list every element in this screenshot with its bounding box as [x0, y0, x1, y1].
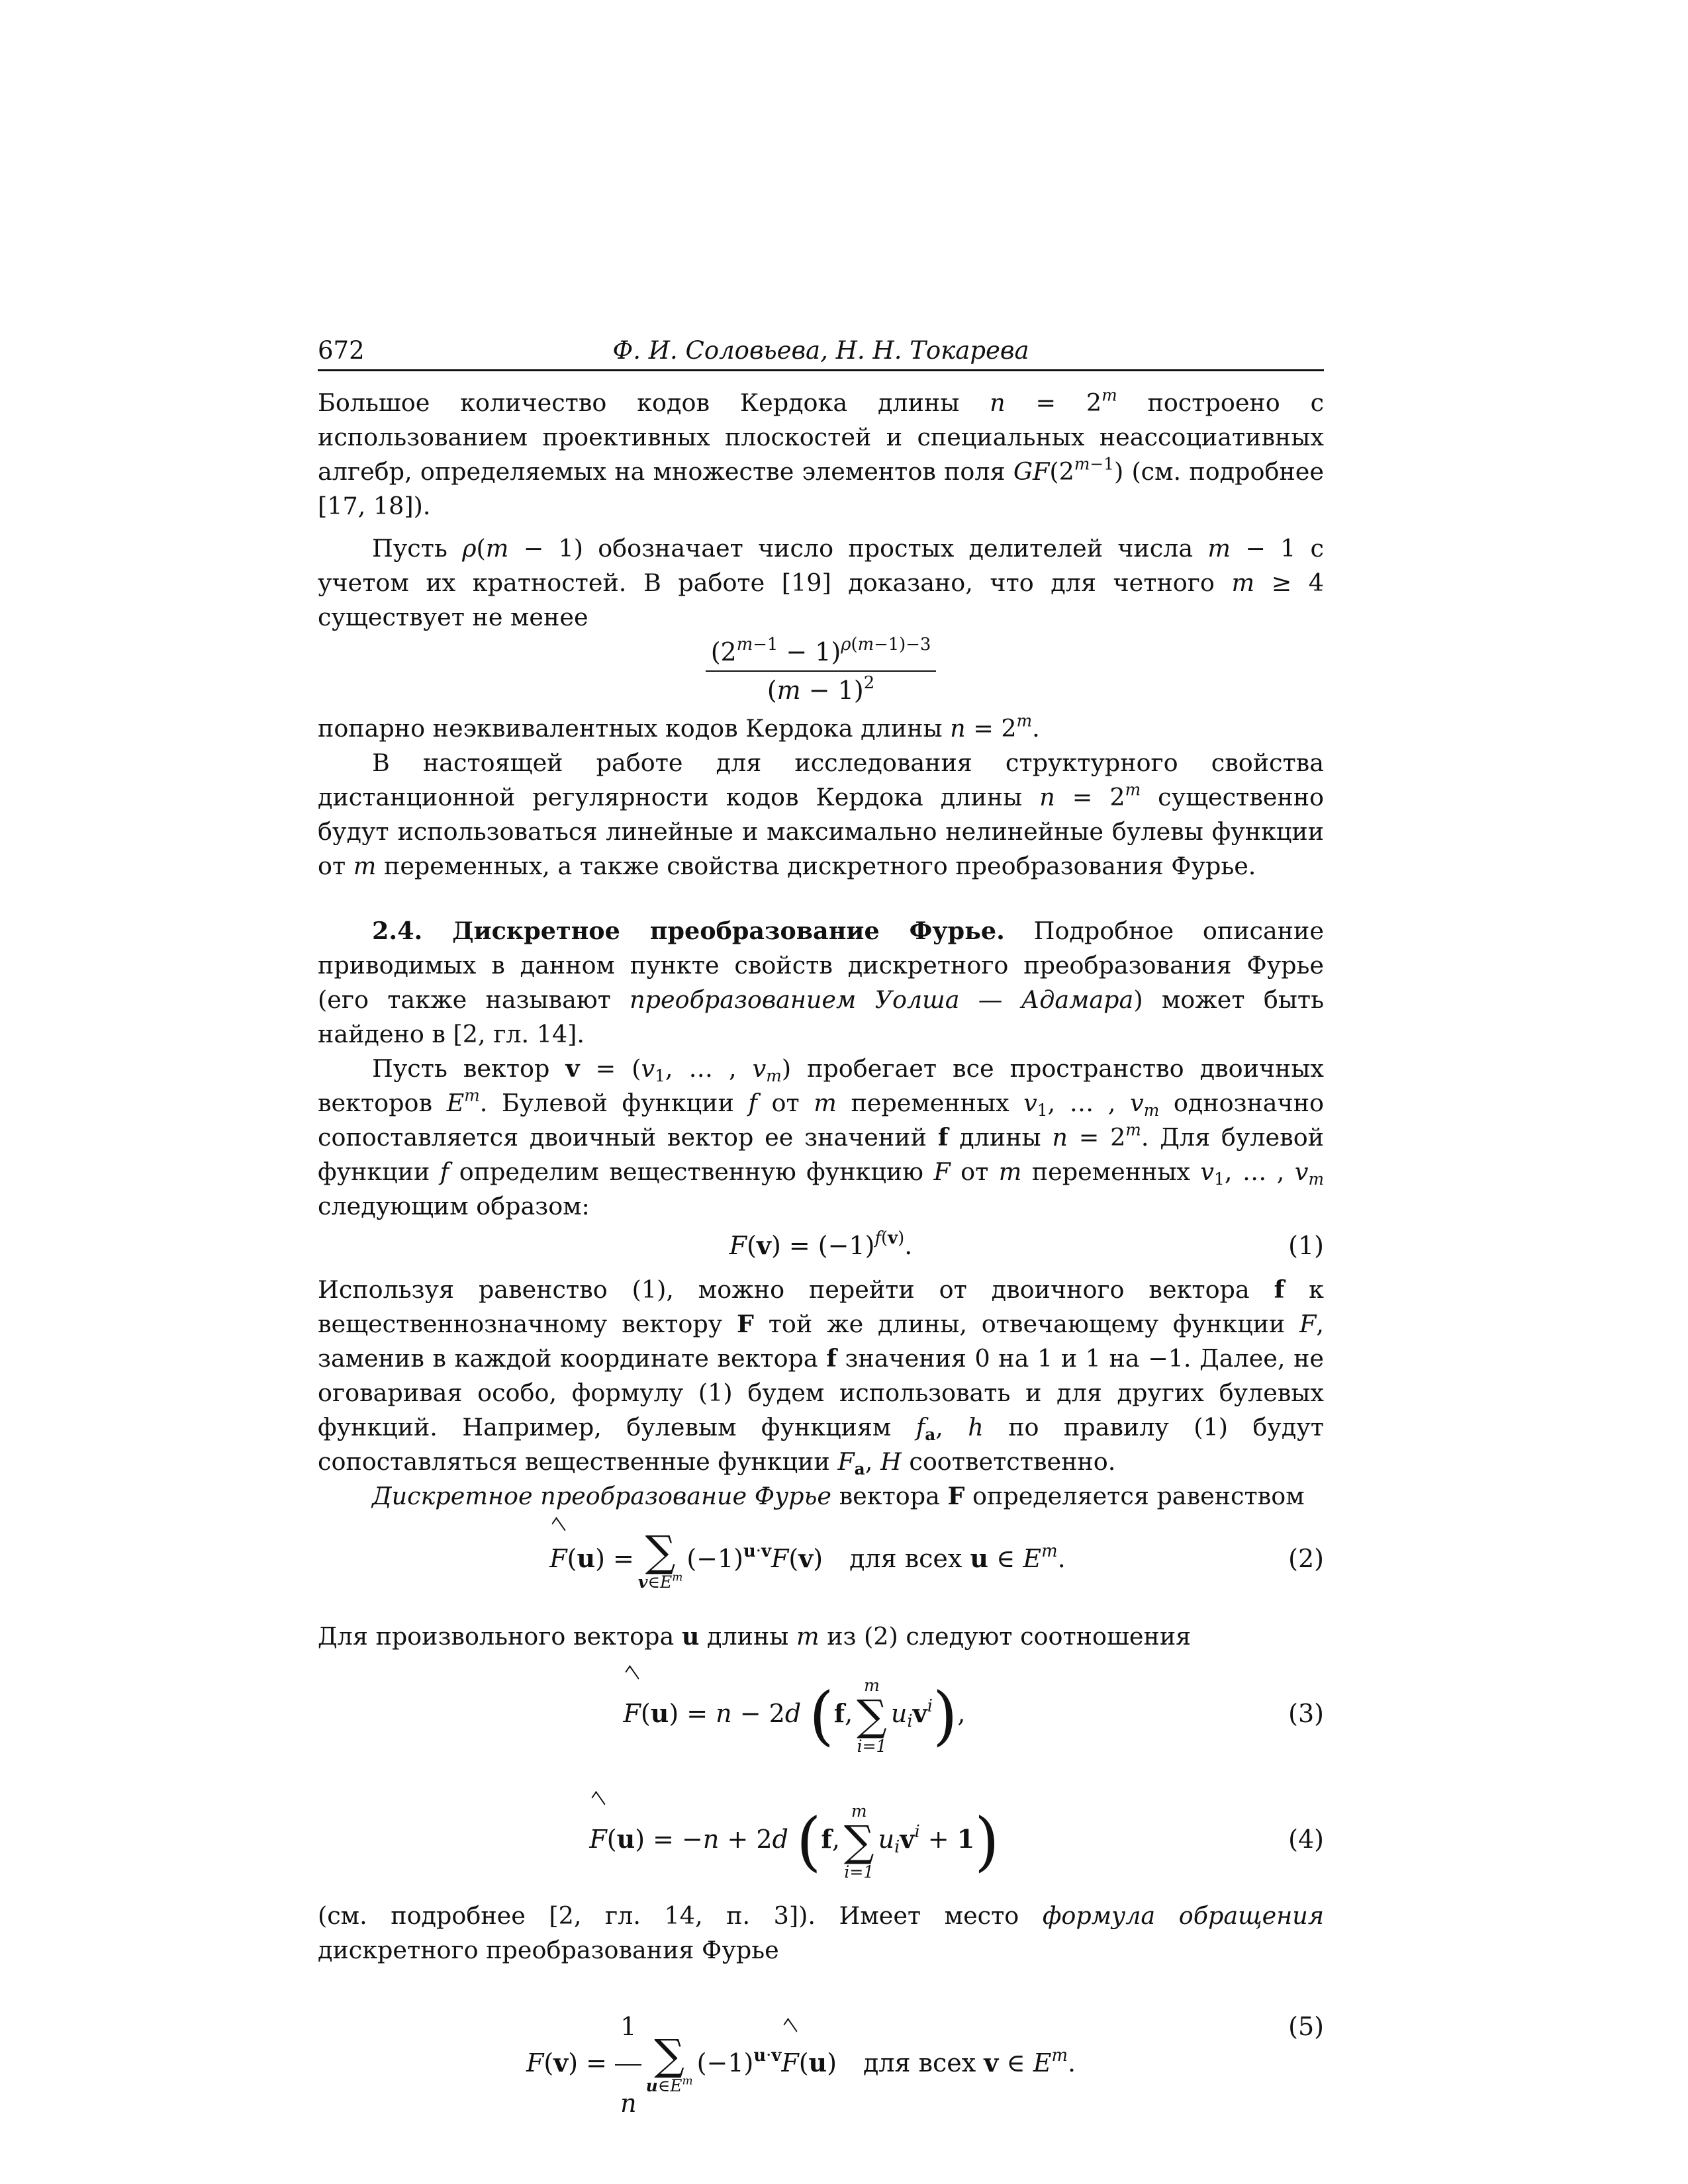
paragraph-9: Для произвольного вектора u длины m из (2) следуют соотношения: [318, 1622, 1192, 1651]
equation-number-4: (4): [1288, 1825, 1324, 1854]
paragraph-10: (см. подробнее [2, гл. 14, п. 3]). Имеет место формула обращения дискретного преобразования Фурье: [318, 1901, 1324, 1964]
running-title-authors: Ф. И. Соловьева, Н. Н. Токарева: [612, 336, 1029, 365]
equation-kerdock-count: $\frac{(2^{m-1} - 1)^{\rho(m-1)-3}}{(m - 1)^2}$: [318, 637, 1324, 705]
paragraph-6: Пусть вектор $v = (v_1$, … , $v_m$) пробегает все пространство двоичных векторов $E^m$. Булевой функции f от m переменных $v_1$, … , $v_m$ однозначно сопоставляется двоичный вектор ее значений f длины $n = 2^m$. Для булевой функции f определим вещественную функцию F от m переменных $v_1$, … , $v_m$ следующим образом:: [318, 1054, 1325, 1220]
paragraph-8: Дискретное преобразование Фурье вектора F определяется равенством: [372, 1482, 1305, 1510]
equation-number-5: (5): [1288, 2012, 1324, 2041]
section-title: 2.4. Дискретное преобразование Фурье.: [372, 917, 1005, 945]
page: [318, 331, 1325, 2118]
equation-5: F(v) = $\frac{1}{n}$ ∑ $u\in E^m$ $(-1)^{u\cdot v}F(u)$ для всех v ∈ $E^m$. (5): [318, 1990, 1324, 2063]
paragraph-3: попарно неэквивалентных кодов Кердока длины $n = 2^m$.: [318, 711, 1040, 743]
paragraph-4: В настоящей работе для исследования структурного свойства дистанционной регулярности кодов Кердока длины $n = 2^m$ существенно будут использоваться линейные и максимально нелинейные булевы функции от m переменных, а также свойства дискретного преобразования Фурье.: [318, 749, 1325, 880]
paragraph-1: Большое количество кодов Кердока длины $n = 2^m$ построено с использованием проективных плоскостей и специальных неассоциативных алгебр, определяемых на множестве элементов поля $GF(2^{m-1})$ (см. подробнее [17, 18]).: [318, 385, 1325, 520]
equation-4: F(u) = −n + 2d (f, m ∑ i=1 $u_iv^i + 1$) (4): [318, 1799, 1324, 1879]
paragraph-section-2-4: 2.4. Дискретное преобразование Фурье. Подробное описание приводимых в данном пункте свойств дискретного преобразования Фурье (его также называют преобразованием Уолша — Адамара) может быть найдено в [2, гл. 14].: [318, 917, 1324, 1048]
paragraph-2: Пусть ρ(m − 1) обозначает число простых делителей числа m − 1 с учетом их кратностей. В работе [19] доказано, что для четного m ≥ 4 существует не менее: [318, 534, 1325, 631]
equation-1: $F(v) = (-1)^{f(v)}$. (1): [318, 1224, 1324, 1267]
equation-number-3: (3): [1288, 1699, 1324, 1728]
page-number: 672: [318, 336, 365, 365]
equation-number-2: (2): [1288, 1544, 1324, 1573]
running-header: [318, 331, 1324, 371]
equation-3: F(u) = n − 2d (f, m ∑ i=1 $u_iv^i$), (3): [318, 1674, 1324, 1753]
equation-2: F(u) = ∑ $v\in E^m$ $(-1)^{u\cdot v}F(v)$ для всех u ∈ $E^m$. (2): [318, 1525, 1324, 1592]
equation-number-1: (1): [1288, 1231, 1324, 1260]
paragraph-7: Используя равенство (1), можно перейти от двоичного вектора f к вещественнозначному вектору F той же длины, отвечающему функции F, заменив в каждой координате вектора f значения 0 на 1 и 1 на −1. Далее, не оговаривая особо, формулу (1) будем использовать и для других булевых функций. Например, булевым функциям $f_a$, h по правилу (1) будут сопоставляться вещественные функции $F_a$, H соответственно.: [318, 1275, 1324, 1479]
